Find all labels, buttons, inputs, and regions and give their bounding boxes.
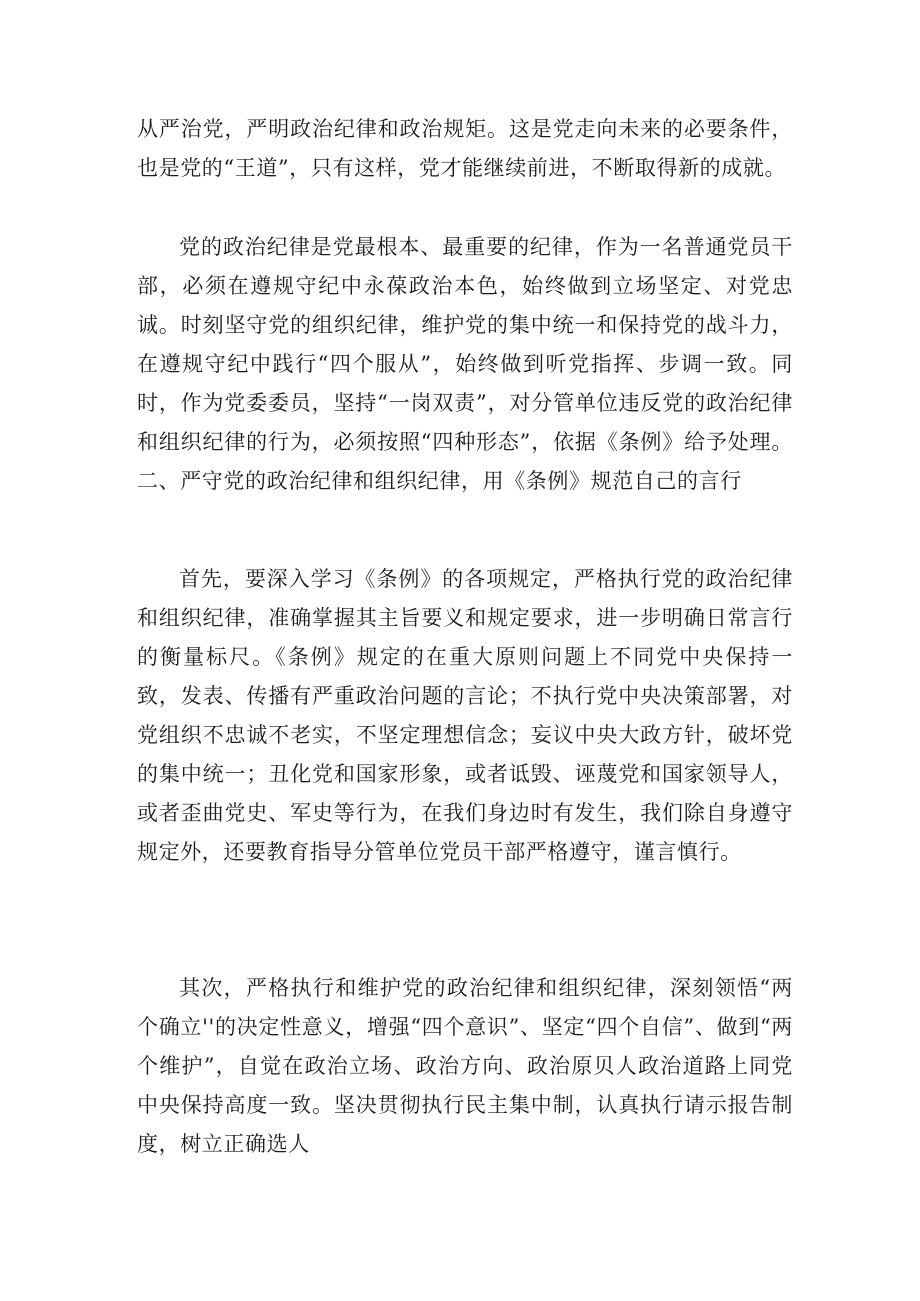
paragraph-4: 其次，严格执行和维护党的政治纪律和组织纪律，深刻领悟“两个确立''的决定性意义，增强“四个意识”、坚定“四个自信”、做到“两个维护”，自觉在政治立场、政治方向、政治原贝人政治道路上同党中央保持高度一致。坚决贯彻执行民主集中制，认真执行请示报告制度，树立正确选人 <box>137 976 793 1156</box>
paragraph-1: 从严治党，严明政治纪律和政治规矩。这是党走向未来的必要条件，也是党的“王道”，只有这样，党才能继续前进，不断取得新的成就。 <box>137 117 793 180</box>
paragraph-2: 党的政治纪律是党最根本、最重要的纪律，作为一名普通党员干部，必须在遵规守纪中永葆政治本色，始终做到立场坚定、对党忠诚。时刻坚守党的组织纪律，维护党的集中统一和保持党的战斗力，在遵规守纪中践行“四个服从”，始终做到听党指挥、步调一致。同时，作为党委委员，坚持“一岗双责”，对分管单位违反党的政治纪律和组织纪律的行为，必须按照“四种形态”，依据《条例》给予处理。二、严守党的政治纪律和组织纪律，用《条例》规范自己的言行 <box>137 235 793 493</box>
paragraph-3: 首先，要深入学习《条例》的各项规定，严格执行党的政治纪律和组织纪律，准确掌握其主旨要义和规定要求，进一步明确日常言行的衡量标尺。《条例》规定的在重大原则问题上不同党中央保持一致，发表、传播有严重政治问题的言论；不执行党中央决策部署，对党组织不忠诚不老实，不坚定理想信念；妄议中央大政方针，破坏党的集中统一；丑化党和国家形象，或者诋毁、诬蔑党和国家领导人，或者歪曲党史、军史等行为，在我们身边时有发生，我们除自身遵守规定外，还要教育指导分管单位党员干部严格遵守，谨言慎行。 <box>137 567 793 864</box>
